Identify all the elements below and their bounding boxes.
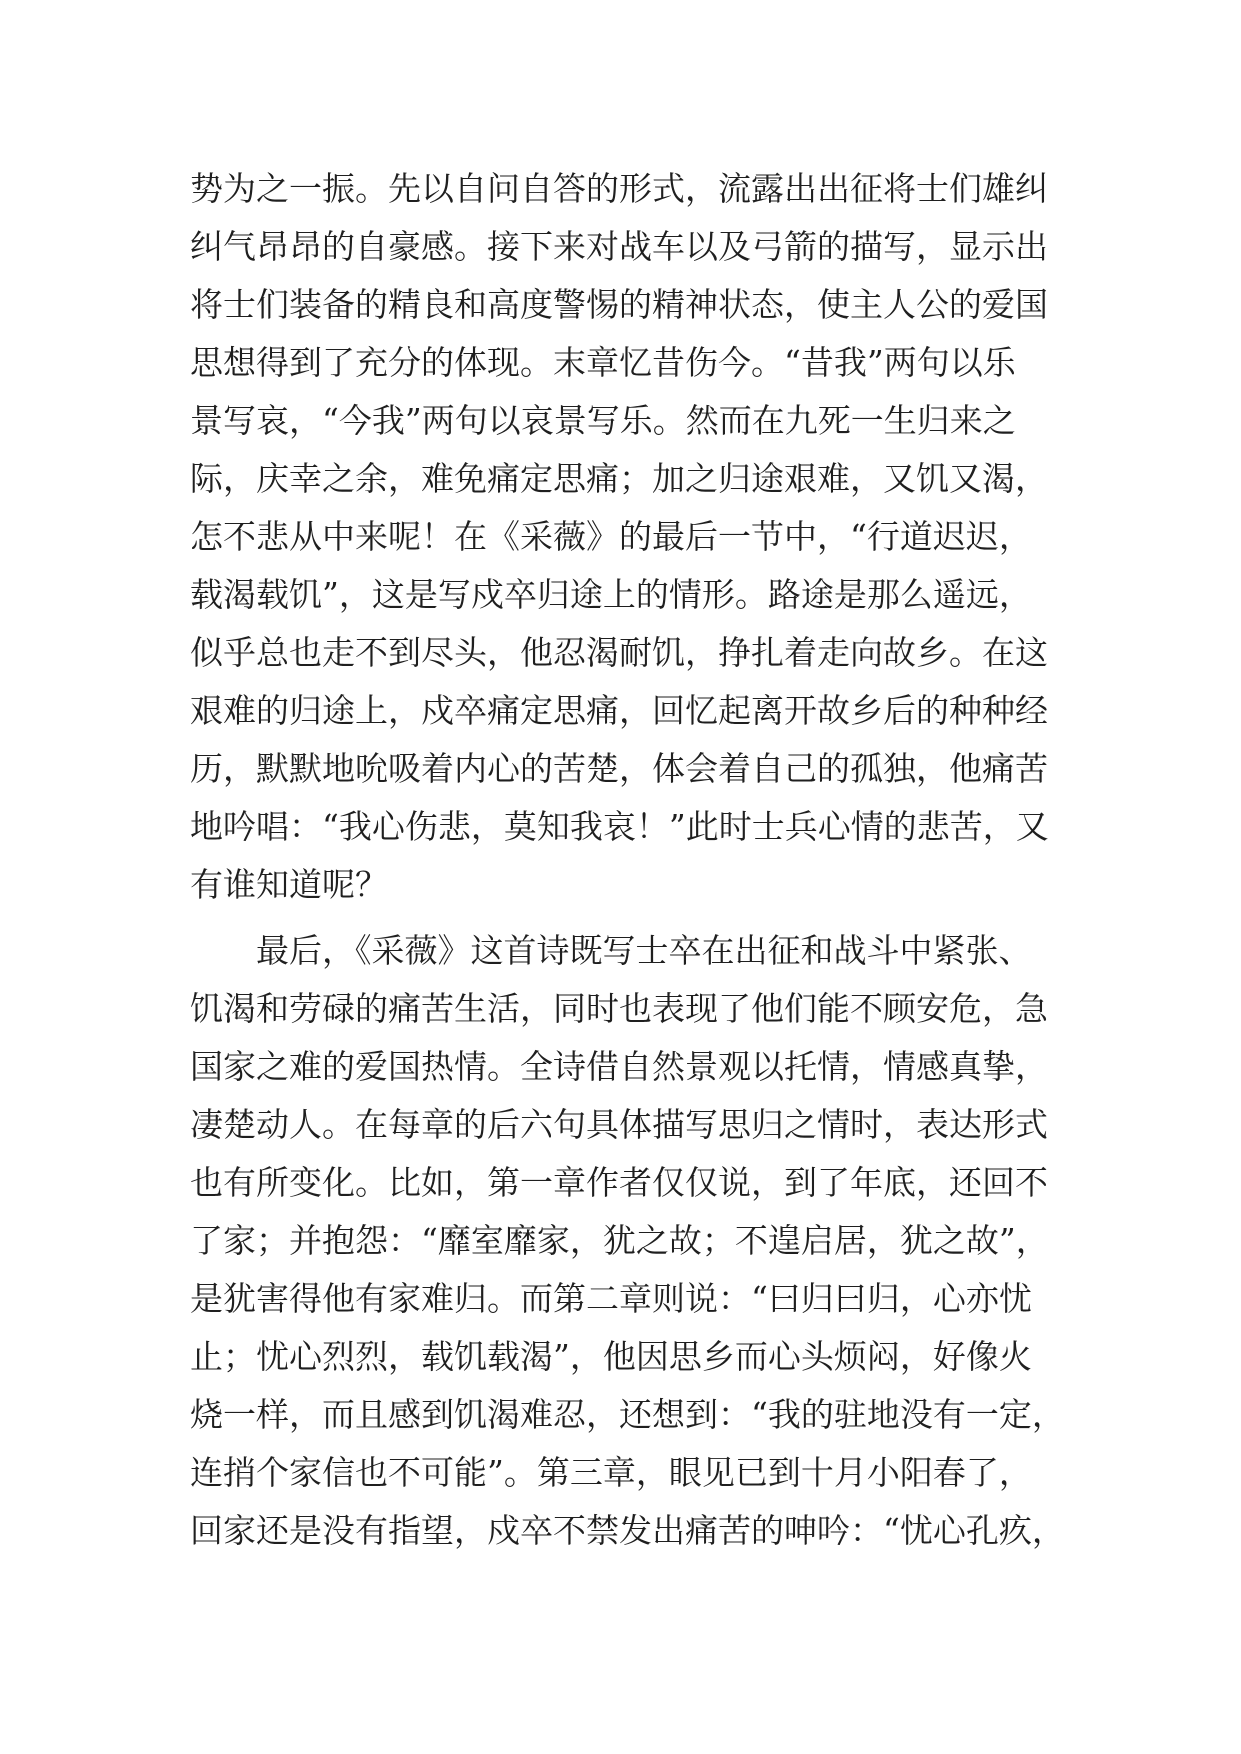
paragraph-line: 也有所变化。比如，第一章作者仅仅说，到了年底，还回不 xyxy=(190,1163,1048,1202)
paragraph-line: 思想得到了充分的体现。末章忆昔伤今。“昔我”两句以乐 xyxy=(190,343,1016,382)
paragraph-line: 载渴载饥”，这是写戍卒归途上的情形。路途是那么遥远， xyxy=(190,575,1032,614)
paragraph-1 xyxy=(190,160,1090,914)
paragraph-2 xyxy=(190,922,1090,1560)
paragraph-line: 历，默默地吮吸着内心的苦楚，体会着自己的孤独，他痛苦 xyxy=(190,749,1048,788)
paragraph-line: 景写哀，“今我”两句以哀景写乐。然而在九死一生归来之 xyxy=(190,401,1016,440)
paragraph-line: 连捎个家信也不可能”。第三章，眼见已到十月小阳春了， xyxy=(190,1453,1032,1492)
paragraph-line: 艰难的归途上，戍卒痛定思痛，回忆起离开故乡后的种种经 xyxy=(190,691,1048,730)
paragraph-line: 了家；并抱怨：“靡室靡家，犹之故；不遑启居，犹之故”， xyxy=(190,1221,1049,1260)
paragraph-line: 烧一样，而且感到饥渴难忍，还想到：“我的驻地没有一定， xyxy=(190,1395,1065,1434)
paragraph-line: 怎不悲从中来呢！在《采薇》的最后一节中，“行道迟迟， xyxy=(190,517,1032,556)
paragraph-line: 有谁知道呢？ xyxy=(190,865,388,904)
paragraph-line: 国家之难的爱国热情。全诗借自然景观以托情，情感真挚， xyxy=(190,1047,1048,1086)
paragraph-line: 止；忧心烈烈，载饥载渴”，他因思乡而心头烦闷，好像火 xyxy=(190,1337,1032,1376)
paragraph-spacer xyxy=(190,914,1090,922)
paragraph-line: 凄楚动人。在每章的后六句具体描写思归之情时，表达形式 xyxy=(190,1105,1048,1144)
paragraph-line: 势为之一振。先以自问自答的形式，流露出出征将士们雄纠 xyxy=(190,169,1048,208)
body-text xyxy=(190,160,1090,1560)
paragraph-line: 回家还是没有指望，戍卒不禁发出痛苦的呻吟：“忧心孔疚， xyxy=(190,1511,1065,1550)
paragraph-line: 际，庆幸之余，难免痛定思痛；加之归途艰难，又饥又渴， xyxy=(190,459,1048,498)
paragraph-line: 是犹害得他有家难归。而第二章则说：“曰归曰归，心亦忧 xyxy=(190,1279,1032,1318)
paragraph-line: 饥渴和劳碌的痛苦生活，同时也表现了他们能不顾安危，急 xyxy=(190,989,1048,1028)
paragraph-line: 最后，《采薇》这首诗既写士卒在出征和战斗中紧张、 xyxy=(256,931,1032,970)
paragraph-line: 似乎总也走不到尽头，他忍渴耐饥，挣扎着走向故乡。在这 xyxy=(190,633,1048,672)
paragraph-line: 将士们装备的精良和高度警惕的精神状态，使主人公的爱国 xyxy=(190,285,1048,324)
paragraph-line: 纠气昂昂的自豪感。接下来对战车以及弓箭的描写，显示出 xyxy=(190,227,1048,266)
paragraph-line: 地吟唱：“我心伤悲，莫知我哀！”此时士兵心情的悲苦，又 xyxy=(190,807,1049,846)
